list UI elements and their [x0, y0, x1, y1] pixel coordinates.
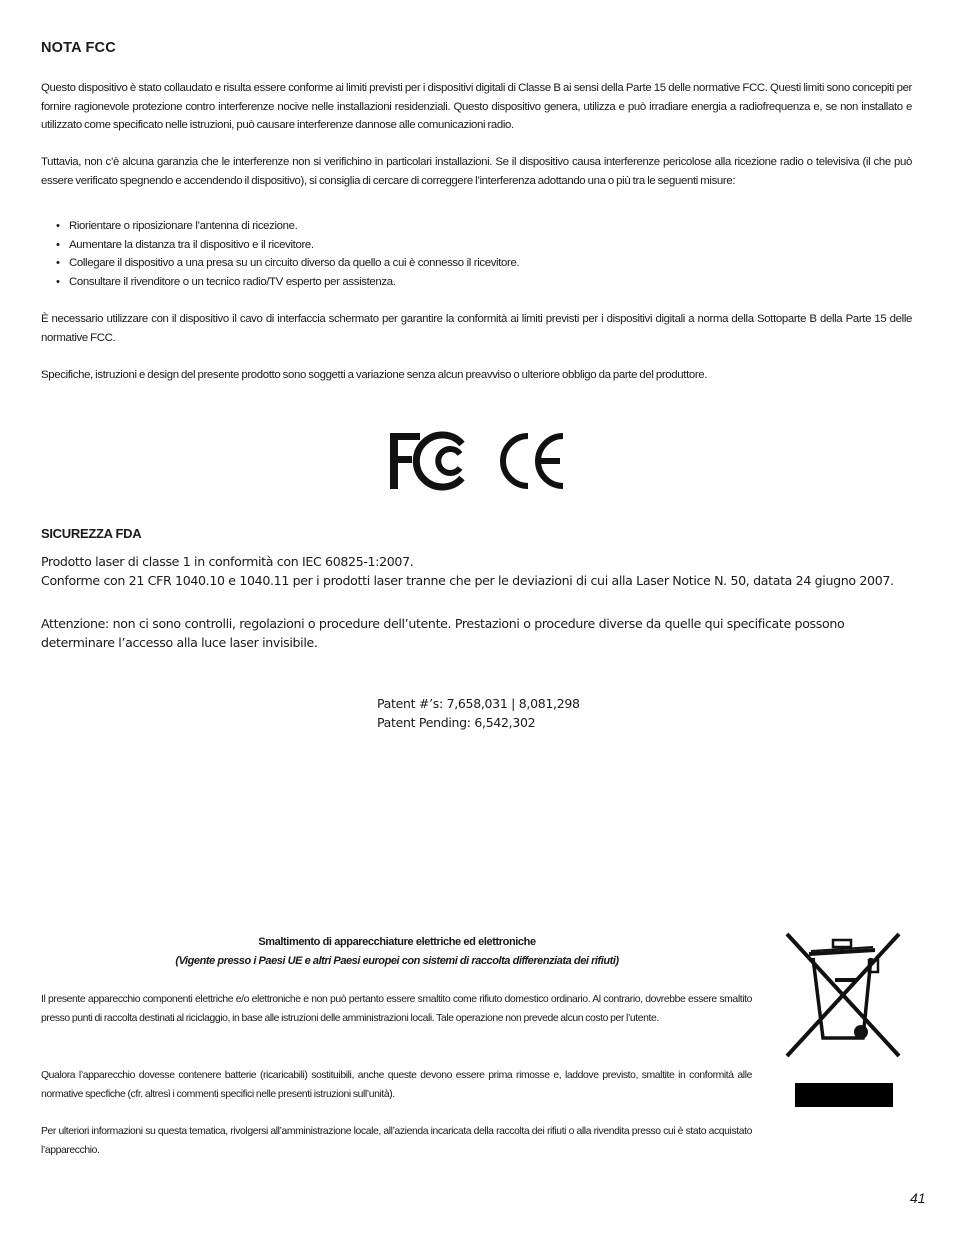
- weee-paragraph-1: Il presente apparecchio componenti elettriche e/o elettroniche e non può pertanto essere smaltito come rifiuto domestico ordinario. Al contrario, dovrebbe essere smaltito presso punti di raccolta destinati al riciclaggio, in base alle istruzioni delle amministrazioni locali. Tale operazione non prevede alcun costo per l’utente.: [41, 994, 752, 1024]
- list-item-text: Consultare il rivenditore o un tecnico radio/TV esperto per assistenza.: [69, 275, 396, 288]
- list-item: • Aumentare la distanza tra il dispositivo e il ricevitore.: [56, 238, 314, 251]
- fcc-paragraph-4: Specifiche, istruzioni e design del presente prodotto sono soggetti a variazione senza alcun preavviso o ulteriore obbligo da parte del produttore.: [41, 369, 708, 381]
- fcc-paragraph-1: Questo dispositivo è stato collaudato e risulta essere conforme ai limiti previsti per i dispositivi digitali di Classe B ai sensi della Parte 15 delle normative FCC. Questi limiti sono concepiti per fornire ragionevole protezione contro interferenze nocive nelle installazioni residenziali. Questo dispositivo genera, utilizza e può irradiare energia a radiofrequenza e, se non installato e utilizzato come specificato nelle istruzioni, può causare interferenze dannose alle comunicazioni radio.: [41, 82, 912, 132]
- fcc-paragraph-2: Tuttavia, non c’è alcuna garanzia che le interferenze non si verifichino in particolari installazioni. Se il dispositivo causa interferenze pericolose alla ricezione radio o televisiva (il che può essere verificato spegnendo e accendendo il dispositivo), si consiglia di cercare di correggere l’interferenza adottando una o più tra le seguenti misure:: [41, 156, 912, 187]
- list-item-text: Riorientare o riposizionare l’antenna di ricezione.: [69, 220, 298, 232]
- patent-pending: Patent Pending: 6,542,302: [377, 715, 536, 730]
- list-item: • Riorientare o riposizionare l’antenna di ricezione.: [56, 220, 298, 232]
- fda-line-2: Conforme con 21 CFR 1040.10 e 1040.11 per i prodotti laser tranne che per le deviazioni di cui alla Laser Notice N. 50, datata 24 giugno 2007.: [41, 573, 894, 588]
- weee-subtitle: (Vigente presso i Paesi UE e altri Paesi europei con sistemi di raccolta differenziata dei rifiuti): [175, 955, 619, 967]
- list-item-text: Collegare il dispositivo a una presa su un circuito diverso da quello a cui è connesso il ricevitore.: [69, 257, 520, 270]
- weee-paragraph-2: Qualora l’apparecchio dovesse contenere batterie (ricaricabili) sostituibili, anche queste devono essere prima rimosse e, laddove previsto, smaltite in conformità alle normative specfiche (cfr. altresì i commenti specifici nelle presenti istruzioni sull’unità).: [41, 1070, 752, 1100]
- fcc-section-title: NOTA FCC: [41, 40, 116, 56]
- fcc-paragraph-3: È necessario utilizzare con il dispositivo il cavo di interfaccia schermato per garantire la conformità ai limiti previsti per i dispositivi digitali a norma della Sottoparte B della Parte 15 delle normative FCC.: [41, 313, 912, 344]
- ce-mark-logo: [503, 436, 563, 486]
- fda-section-title: SICUREZZA FDA: [41, 526, 142, 541]
- certification-logos: [388, 430, 568, 492]
- patent-numbers: Patent #’s: 7,658,031 | 8,081,298: [377, 696, 580, 711]
- crossed-out-wheelie-bin-icon: [783, 930, 905, 1060]
- list-item-text: Aumentare la distanza tra il dispositivo e il ricevitore.: [69, 238, 314, 251]
- weee-paragraph-3: Per ulteriori informazioni su questa tematica, rivolgersi all’amministrazione locale, all’azienda incaricata della raccolta dei rifiuti o alla rivendita presso cui è stato acquistato l’apparecchio.: [41, 1126, 752, 1156]
- weee-title: Smaltimento di apparecchiature elettriche ed elettroniche: [258, 936, 536, 948]
- fda-line-1: Prodotto laser di classe 1 in conformità con IEC 60825-1:2007.: [41, 554, 414, 569]
- page-number: 41: [910, 1190, 926, 1206]
- list-item: • Consultare il rivenditore o un tecnico radio/TV esperto per assistenza.: [56, 275, 396, 288]
- fcc-measures-list: [41, 217, 519, 291]
- fda-warning: Attenzione: non ci sono controlli, regolazioni o procedure dell’utente. Prestazioni o procedure diverse da quelle qui specificate possono determinare l’accesso alla luce laser invisibile.: [41, 616, 845, 650]
- fcc-logo: [390, 433, 462, 489]
- fda-compliance-text: [41, 552, 921, 590]
- weee-black-bar: [795, 1083, 893, 1107]
- list-item: • Collegare il dispositivo a una presa su un circuito diverso da quello a cui è connesso il ricevitore.: [56, 257, 520, 270]
